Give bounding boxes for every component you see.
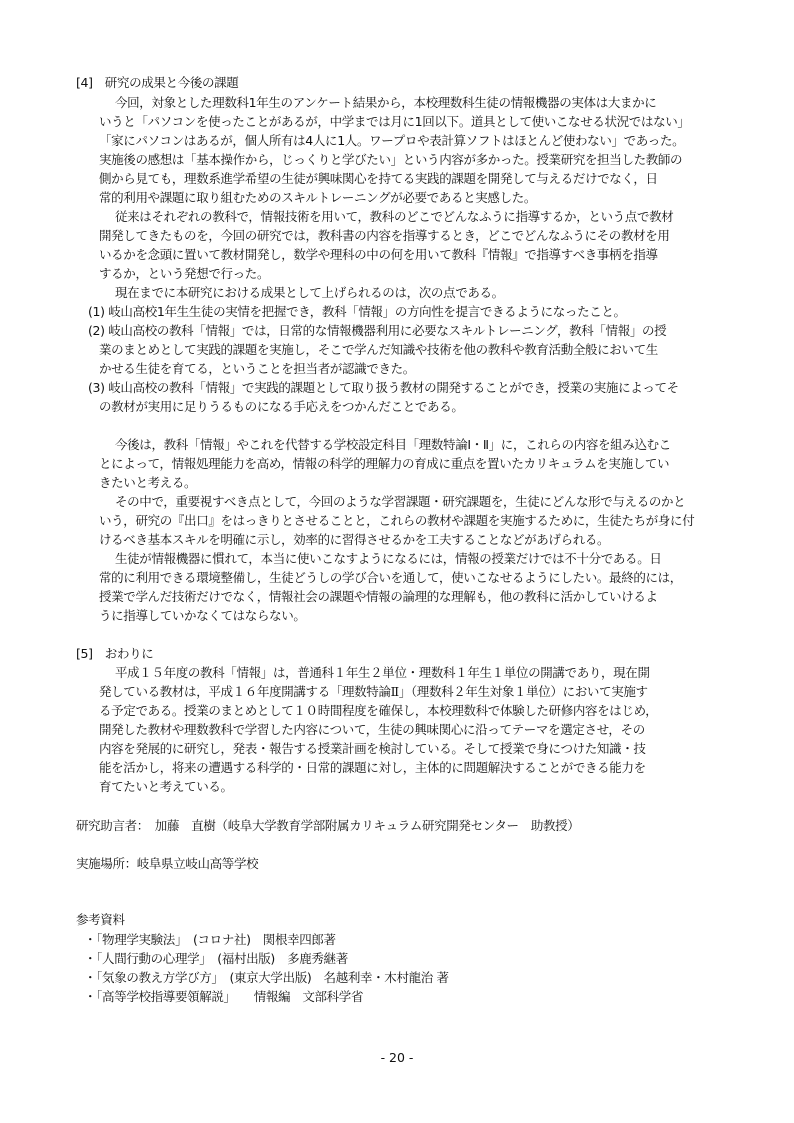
section-4-line: 今後は，教科「情報」やこれを代替する学校設定科目「理数特論Ⅰ・Ⅱ」に，これらの内容を組み込むこ (115, 437, 671, 452)
section-4-line: 開発してきたものを，今回の研究では，教科書の内容を指導するとき，どこでどんなふうにその教材を用 (99, 228, 670, 243)
section-5-line: 平成１５年度の教科「情報」は，普通科１年生２単位・理数科１年生１単位の開講であり，現在開 (115, 665, 650, 680)
section-4-line: 現在までに本研究における成果として上げられるのは，次の点である。 (115, 285, 504, 300)
reference-item: ・「物理学実験法」 (コロナ社) 関根幸四郎著 (84, 932, 336, 947)
section-4-line: 「家にパソコンはあるが，個人所有は4人に1人。ワープロや表計算ソフトはほとんど使わない」であった。 (99, 133, 685, 148)
section-4-list-item: (1) 岐山高校1年生生徒の実情を把握でき，教科「情報」の方向性を提言できるようになったこと。 (88, 304, 626, 319)
section-4-line: その中で，重要視すべき点として，今回のような学習課題・研究課題を，生徒にどんな形で与えるのかと (115, 494, 686, 509)
section-4-list-item: 業のまとめとして実践的課題を実施し，そこで学んだ知識や技術を他の教科や教育活動全般において生 (99, 342, 658, 357)
section-5-line: 能を活かし，将来の遭遇する科学的・日常的課題に対し，主体的に問題解決することができる能力を (99, 760, 646, 775)
section-4-line: 従来はそれぞれの教科で，情報技術を用いて，教科のどこでどんなふうに指導するか，という点で教材 (115, 209, 674, 224)
section-5-line: 育てたいと考えている。 (99, 779, 233, 794)
research-advisor: 研究助言者： 加藤 直樹（岐阜大学教育学部附属カリキュラム研究開発センター 助教授） (76, 818, 580, 833)
section-4-line: 生徒が情報機器に慣れて，本当に使いこなすようになるには，情報の授業だけでは不十分である。日 (115, 551, 662, 566)
section-5-line: 発している教材は，平成１６年度開講する「理数特論Ⅱ」（理数科２年生対象１単位）において実施す (99, 684, 648, 699)
section-4-line: とによって，情報処理能力を高め，情報の科学的理解力の育成に重点を置いたカリキュラムを実施してい (99, 456, 670, 471)
page-number: - 20 - (380, 1050, 414, 1065)
section-4-line: 常的利用や課題に取り組むためのスキルトレーニングが必要であると実感した。 (99, 190, 537, 205)
section-4-list-item: (2) 岐山高校の教科「情報」では，日常的な情報機器利用に必要なスキルトレーニング，教科「情報」の授 (88, 323, 667, 338)
section-5-heading: [5] おわりに (76, 646, 154, 661)
section-4-line: 実施後の感想は「基本操作から，じっくりと学びたい」という内容が多かった。授業研究を担当した教師の (99, 152, 683, 167)
venue: 実施場所：岐阜県立岐山高等学校 (76, 856, 259, 871)
section-4-line: するか，という発想で行った。 (99, 266, 270, 281)
section-4-list-item: の教材が実用に足りうるものになる手応えをつかんだことである。 (99, 399, 464, 414)
section-4-line: きたいと考える。 (99, 475, 197, 490)
section-5-line: 開発した教材や理数教科で学習した内容について，生徒の興味関心に沿ってテーマを選定させ，その (99, 722, 645, 737)
section-5-line: る予定である。授業のまとめとして１０時間程度を確保し，本校理数科で体験した研修内容をはじめ， (99, 703, 658, 718)
section-4-line: 授業で学んだ技術だけでなく，情報社会の課題や情報の論理的な理解も，他の教科に活かしていけるよ (99, 589, 658, 604)
section-4-line: 今回，対象とした理数科1年生のアンケート結果から，本校理数科生徒の情報機器の実体は大まかに (115, 95, 657, 110)
section-4-line: うに指導していかなくてはならない。 (99, 608, 306, 623)
references-heading: 参考資料 (76, 912, 125, 927)
section-4-line: 常的に利用できる環境整備し，生徒どうしの学び合いを通して，使いこなせるようにしたい。最終的には， (99, 570, 682, 585)
section-4-line: 側から見ても，理数系進学希望の生徒が興味関心を持てる実践的課題を開発して与えるだけでなく，日 (99, 171, 658, 186)
section-4-heading: [4] 研究の成果と今後の課題 (76, 75, 239, 90)
section-4-line: けるべき基本スキルを明確に示し，効率的に習得させるかを工夫することなどがあげられる。 (99, 532, 610, 547)
reference-item: ・「気象の教え方学び方」 (東京大学出版) 名越利幸・木村龍治 著 (84, 970, 449, 985)
section-4-line: いるかを念頭に置いて教材開発し，数学や理科の中の何を用いて教科『情報』で指導すべき事柄を指導 (99, 247, 658, 262)
section-4-list-item: かせる生徒を育てる，ということを担当者が認識できた。 (99, 361, 415, 376)
reference-item: ・「高等学校指導要領解説」 情報編 文部科学省 (84, 989, 364, 1004)
section-4-line: いう，研究の『出口』をはっきりとさせることと，これらの教材や課題を実施するために，生徒たちが身に付 (99, 513, 695, 528)
reference-item: ・「人間行動の心理学」 (福村出版) 多鹿秀継著 (84, 951, 348, 966)
section-4-line: いうと「パソコンを使ったことがあるが，中学までは月に1回以下。道具として使いこなせる状況ではない」 (99, 114, 690, 129)
section-5-line: 内容を発展的に研究し，発表・報告する授業計画を検討している。そして授業で身につけた知識・技 (99, 741, 646, 756)
section-4-list-item: (3) 岐山高校の教科「情報」で実践的課題として取り扱う教材の開発することができ，授業の実施によってそ (88, 380, 679, 395)
